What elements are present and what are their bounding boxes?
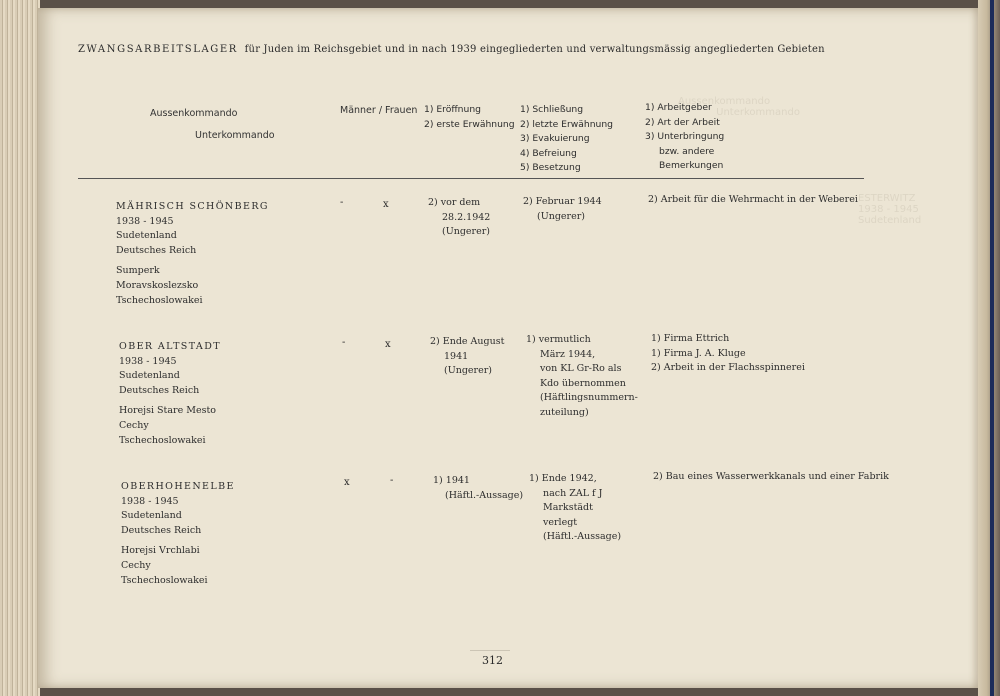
header-col-eroeffnung: 1) Eröffnung 2) erste Erwähnung [424,104,515,130]
entry-location: OBER ALTSTADT 1938 - 1945 Sudetenland Deutsches Reich Horejsi Stare Mesto Cechy Tschechoslowakei [119,341,221,446]
entry-location: MÄHRISCH SCHÖNBERG 1938 - 1945 Sudetenland Deutsches Reich Sumperk Moravskoslezsko Tschechoslowakei [116,201,269,306]
entry-eroeffnung: 2) vor dem 28.2.1942 (Ungerer) [428,197,491,238]
page-edge-right [978,0,1000,696]
page-number: 312 [482,654,503,667]
entry-location: OBERHOHENELBE 1938 - 1945 Sudetenland Deutsches Reich Horejsi Vrchlabi Cechy Tschechoslowakei [121,481,235,586]
header-rule [78,178,864,179]
entry-schliessung: 2) Februar 1944 (Ungerer) [523,196,602,222]
header-col-arbeitgeber: 1) Arbeitgeber 2) Art der Arbeit 3) Unterbringung bzw. andere Bemerkungen [645,102,725,172]
entry-eroeffnung: 1) 1941 (Häftl.-Aussage) [433,475,524,501]
page-title: ZWANGSARBEITSLAGER für Juden im Reichsgebiet und in nach 1939 eingegliederten und verwaltungsmässig angegliederten Gebieten [78,44,825,55]
entry-eroeffnung: 2) Ende August 1941 (Ungerer) [430,336,505,377]
frauen-mark: x [385,339,391,350]
entry-arbeitgeber: 1) Firma Ettrich 1) Firma J. A. Kluge 2) Arbeit in der Flachsspinnerei [651,333,805,374]
frauen-mark: x [383,199,389,210]
bleed-through-text: Aussenkommando Unterkommando [678,96,800,118]
entry-arbeitgeber: 2) Bau eines Wasserwerkkanals und einer Fabrik [653,471,889,482]
header-col-schliessung: 1) Schließung 2) letzte Erwähnung 3) Evakuierung 4) Befreiung 5) Besetzung [520,104,614,174]
maenner-mark: x [344,477,350,488]
page-number-rule [470,650,510,651]
header-aussenkommando: Aussenkommando [150,108,238,119]
header-maenner-frauen: Männer / Frauen [340,105,418,116]
frauen-mark: - [390,475,394,486]
entry-arbeitgeber: 2) Arbeit für die Wehrmacht in der Weberei [648,194,858,205]
maenner-mark: - [340,197,344,208]
header-unterkommando: Unterkommando [195,130,275,141]
maenner-mark: - [342,337,346,348]
bleed-through-text: ESTERWITZ 1938 - 1945 Sudetenland [858,193,922,226]
entry-schliessung: 1) vermutlich März 1944, von KL Gr-Ro als Kdo übernommen (Häftlingsnummern- zuteilung) [526,334,638,418]
entry-schliessung: 1) Ende 1942, nach ZAL f J Markstädt verlegt (Häftl.-Aussage) [529,473,622,543]
book-spine-edge [0,0,40,696]
